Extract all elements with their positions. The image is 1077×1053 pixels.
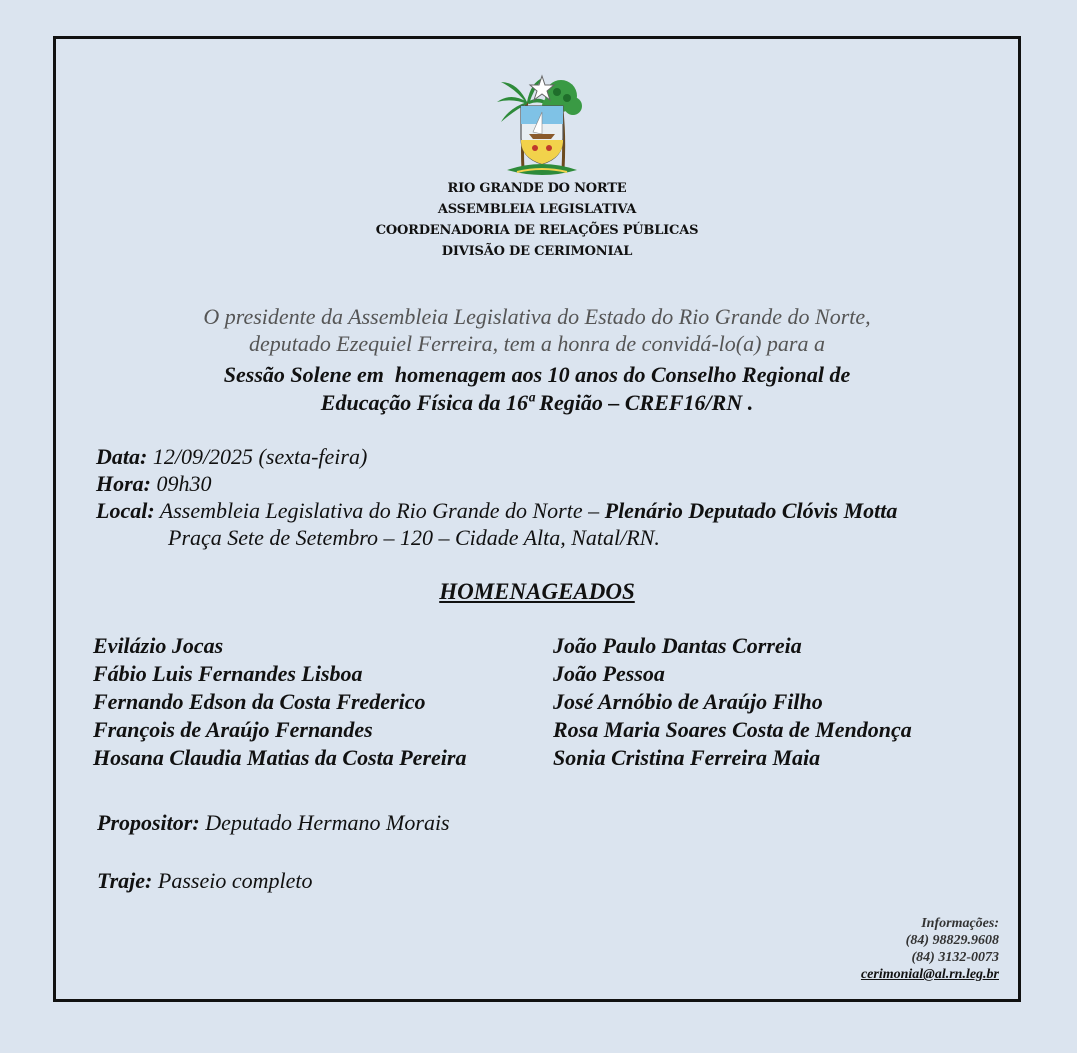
date-row <box>96 443 1016 470</box>
place-value: Assembleia Legislativa do Rio Grande do Norte – <box>159 498 600 523</box>
place-row <box>96 497 1016 524</box>
intro-line-2: deputado Ezequiel Ferreira, tem a honra de convidá-lo(a) para a <box>249 331 825 356</box>
header-state: RIO GRANDE DO NORTE <box>447 181 627 196</box>
info-phone-2: (84) 3132-0073 <box>911 950 999 965</box>
place-highlight: Plenário Deputado Clóvis Motta <box>604 498 898 523</box>
honoree: Fábio Luis Fernandes Lisboa <box>93 661 363 686</box>
session-line-2: Educação Física da 16ª Região – CREF16/RN . <box>320 390 754 415</box>
session-line-1: Sessão Solene em homenagem aos 10 anos do Conselho Regional de <box>223 362 851 387</box>
honoree: José Arnóbio de Araújo Filho <box>553 689 823 714</box>
header-coordination: COORDENADORIA DE RELAÇÕES PÚBLICAS <box>375 223 699 238</box>
date-value: 12/09/2025 (sexta-feira) <box>152 444 368 469</box>
honoree: Sonia Cristina Ferreira Maia <box>553 745 821 770</box>
honorees-left-column <box>93 632 466 772</box>
date-label: Data: <box>96 444 148 469</box>
honoree: João Pessoa <box>553 661 665 686</box>
proposer-row <box>97 810 450 836</box>
invitation-intro <box>56 303 1018 357</box>
honoree: João Paulo Dantas Correia <box>553 633 802 658</box>
proposer-value: Deputado Hermano Morais <box>205 810 450 835</box>
invitation-card <box>53 36 1021 1002</box>
contact-info <box>861 915 999 983</box>
header-division: DIVISÃO DE CERIMONIAL <box>441 244 633 259</box>
honoree: François de Araújo Fernandes <box>93 717 373 742</box>
info-label: Informações: <box>921 916 999 931</box>
event-details <box>96 443 1016 551</box>
time-row <box>96 470 1016 497</box>
header-assembly: ASSEMBLEIA LEGISLATIVA <box>437 202 637 217</box>
honorees-right-column <box>553 632 912 772</box>
info-email-link[interactable]: cerimonial@al.rn.leg.br <box>860 967 999 982</box>
honoree: Rosa Maria Soares Costa de Mendonça <box>553 717 912 742</box>
info-phone-1: (84) 98829.9608 <box>905 933 999 948</box>
session-title <box>56 361 1018 417</box>
intro-line-1: O presidente da Assembleia Legislativa do Estado do Rio Grande do Norte, <box>203 304 871 329</box>
honoree: Hosana Claudia Matias da Costa Pereira <box>93 745 467 770</box>
time-label: Hora: <box>96 471 151 496</box>
place-label: Local: <box>96 498 155 523</box>
honoree: Fernando Edson da Costa Frederico <box>93 689 426 714</box>
honorees-title: HOMENAGEADOS <box>439 579 635 604</box>
state-coat-of-arms-icon <box>491 72 593 180</box>
dress-value: Passeio completo <box>157 868 313 893</box>
address-row: Praça Sete de Setembro – 120 – Cidade Alta, Natal/RN. <box>168 525 660 550</box>
time-value: 09h30 <box>156 471 212 496</box>
dress-code-row <box>97 868 312 894</box>
proposer-label: Propositor: <box>97 810 200 835</box>
honoree: Evilázio Jocas <box>93 633 224 658</box>
dress-label: Traje: <box>97 868 153 893</box>
institution-header <box>56 178 1018 262</box>
